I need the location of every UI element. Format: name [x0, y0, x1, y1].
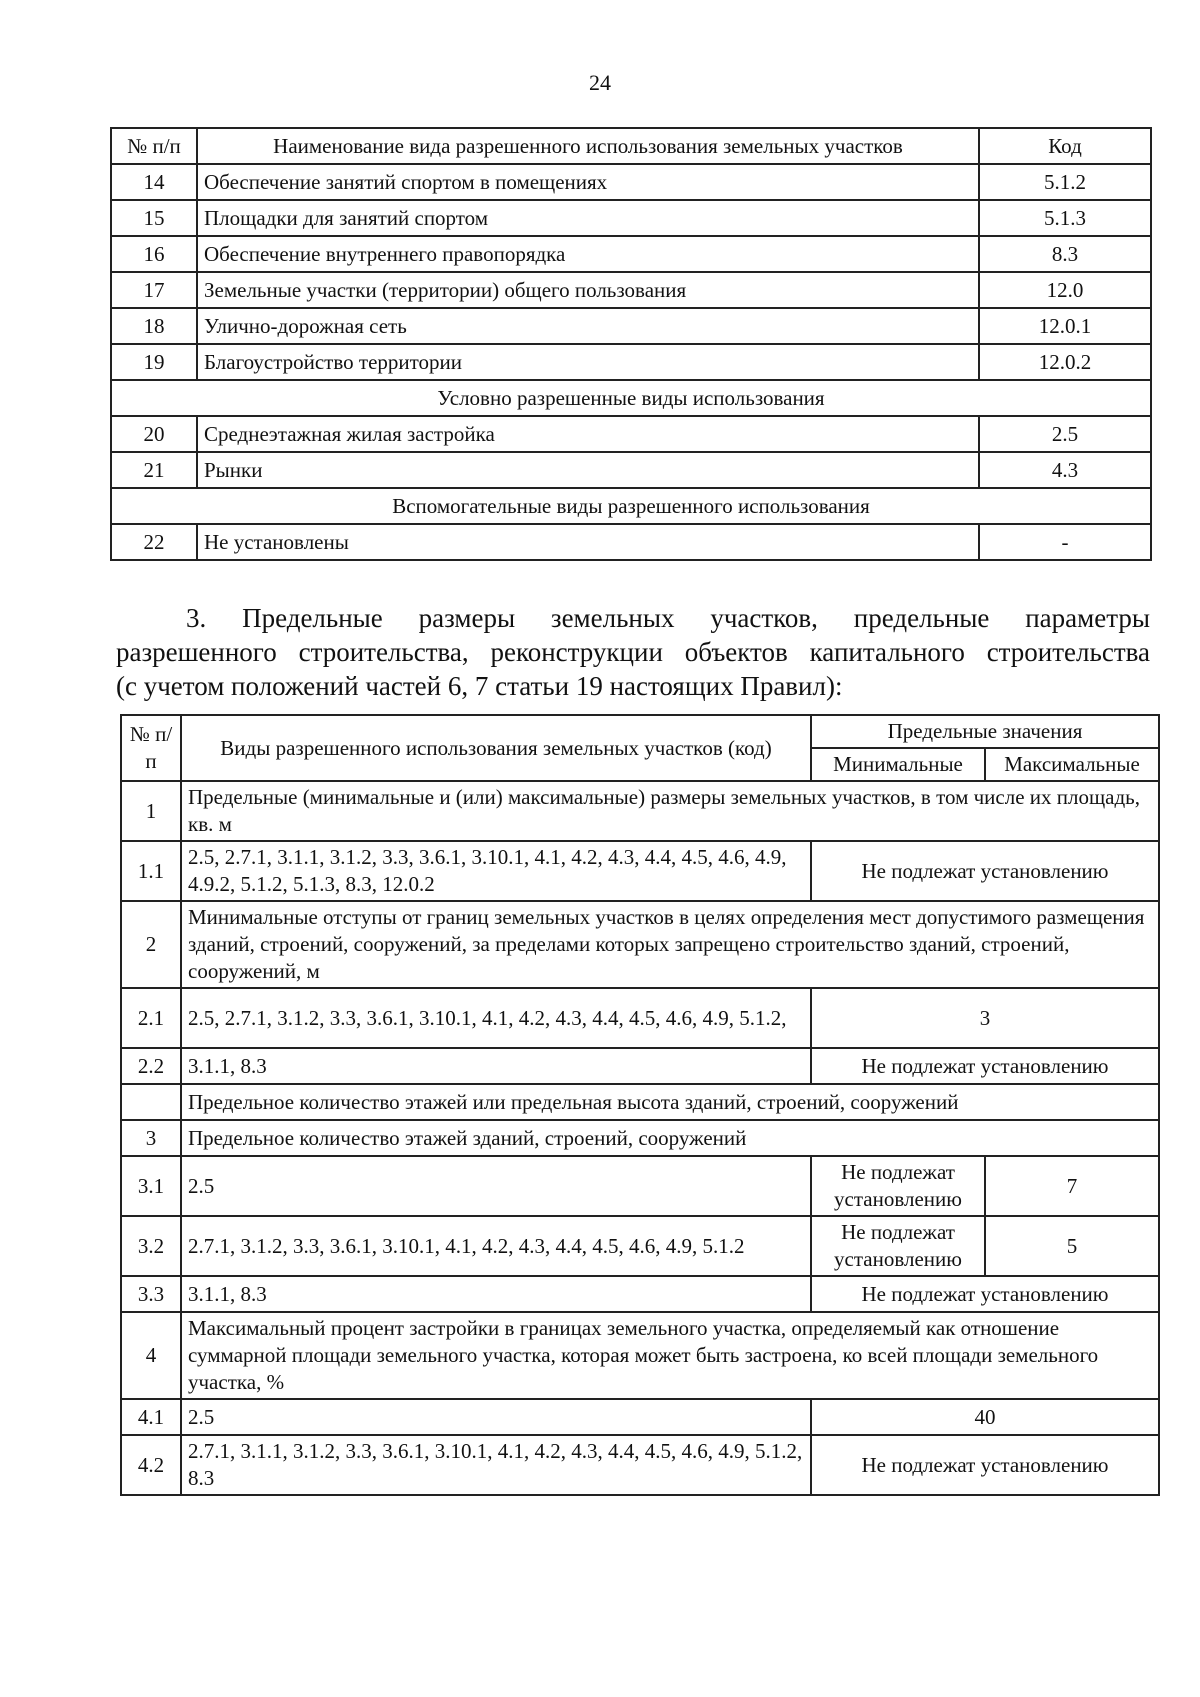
- section-auxiliary: Вспомогательные виды разрешенного использования: [111, 488, 1151, 524]
- page-number: 24: [589, 70, 611, 95]
- header-code: Код: [979, 128, 1151, 164]
- row-num: 15: [111, 200, 197, 236]
- row-name: Среднеэтажная жилая застройка: [197, 416, 979, 452]
- table-row: [111, 308, 1151, 344]
- row-code: 8.3: [979, 236, 1151, 272]
- row-name: Благоустройство территории: [197, 344, 979, 380]
- row-num: 3.1: [121, 1156, 181, 1216]
- table-row: [121, 1120, 1159, 1156]
- permitted-use-table: [110, 127, 1152, 561]
- paragraph-line: разрешенного строительства, реконструкции объектов капитального строительства: [116, 637, 1150, 667]
- row-num: 1: [121, 781, 181, 841]
- row-codes: 3.1.1, 8.3: [181, 1276, 811, 1312]
- section-row: [111, 380, 1151, 416]
- row-num: 20: [111, 416, 197, 452]
- row-text: Минимальные отступы от границ земельных участков в целях определения мест допустимого размещения зданий, строений, сооружений, за пределами которых запрещено строительство зданий, строений, сооружений, м: [181, 901, 1159, 988]
- row-num: 3: [121, 1120, 181, 1156]
- header-limits: Предельные значения: [811, 715, 1159, 748]
- row-code: 12.0: [979, 272, 1151, 308]
- row-min: Не подлежат установлению: [811, 1156, 985, 1216]
- row-name: Улично-дорожная сеть: [197, 308, 979, 344]
- row-value: Не подлежат установлению: [811, 1048, 1159, 1084]
- table-header-row: [121, 715, 1159, 748]
- row-name: Рынки: [197, 452, 979, 488]
- row-code: 5.1.3: [979, 200, 1151, 236]
- row-codes: 2.5, 2.7.1, 3.1.2, 3.3, 3.6.1, 3.10.1, 4.1, 4.2, 4.3, 4.4, 4.5, 4.6, 4.9, 5.1.2,: [181, 988, 811, 1048]
- table-row: [121, 1435, 1159, 1495]
- row-num: 18: [111, 308, 197, 344]
- table-row: [111, 236, 1151, 272]
- row-name: Площадки для занятий спортом: [197, 200, 979, 236]
- table-row: [111, 452, 1151, 488]
- header-num: № п/п: [111, 128, 197, 164]
- row-num: 1.1: [121, 841, 181, 901]
- header-name: Наименование вида разрешенного использования земельных участков: [197, 128, 979, 164]
- row-text: Предельные (минимальные и (или) максимальные) размеры земельных участков, в том числе их площадь, кв. м: [181, 781, 1159, 841]
- row-value: Не подлежат установлению: [811, 1435, 1159, 1495]
- row-name: Обеспечение занятий спортом в помещениях: [197, 164, 979, 200]
- row-code: 12.0.2: [979, 344, 1151, 380]
- table-row: [121, 1216, 1159, 1276]
- table-header-row: [111, 128, 1151, 164]
- table-row: [111, 344, 1151, 380]
- table-row: [121, 841, 1159, 901]
- section-3-paragraph: [116, 601, 1150, 703]
- row-value: Не подлежат установлению: [811, 841, 1159, 901]
- row-text: Максимальный процент застройки в границах земельного участка, определяемый как отношение суммарной площади земельного участка, которая может быть застроена, ко всей площади земельного участка, %: [181, 1312, 1159, 1399]
- row-num: 2.1: [121, 988, 181, 1048]
- row-num: 17: [111, 272, 197, 308]
- row-value: 3: [811, 988, 1159, 1048]
- row-code: 2.5: [979, 416, 1151, 452]
- row-code: 5.1.2: [979, 164, 1151, 200]
- paragraph-line: (с учетом положений частей 6, 7 статьи 19 настоящих Правил):: [116, 671, 843, 701]
- header-max: Максимальные: [985, 748, 1159, 781]
- table-row: [121, 901, 1159, 988]
- row-num: 14: [111, 164, 197, 200]
- section-row: [111, 488, 1151, 524]
- header-types: Виды разрешенного использования земельных участков (код): [181, 715, 811, 781]
- table-row: [121, 1156, 1159, 1216]
- table-row: [121, 1276, 1159, 1312]
- row-codes: 2.7.1, 3.1.2, 3.3, 3.6.1, 3.10.1, 4.1, 4.2, 4.3, 4.4, 4.5, 4.6, 4.9, 5.1.2: [181, 1216, 811, 1276]
- row-codes: 3.1.1, 8.3: [181, 1048, 811, 1084]
- row-min: Не подлежат установлению: [811, 1216, 985, 1276]
- paragraph-line: 3. Предельные размеры земельных участков, предельные параметры: [186, 603, 1150, 633]
- row-num: 4.2: [121, 1435, 181, 1495]
- row-text: Предельное количество этажей зданий, строений, сооружений: [181, 1120, 1159, 1156]
- table-row: [111, 200, 1151, 236]
- table-row: [111, 272, 1151, 308]
- row-codes: 2.5: [181, 1399, 811, 1435]
- table-row: [121, 781, 1159, 841]
- row-name: Земельные участки (территории) общего пользования: [197, 272, 979, 308]
- row-max: 5: [985, 1216, 1159, 1276]
- row-codes: 2.7.1, 3.1.1, 3.1.2, 3.3, 3.6.1, 3.10.1, 4.1, 4.2, 4.3, 4.4, 4.5, 4.6, 4.9, 5.1.2, 8.3: [181, 1435, 811, 1495]
- row-codes: 2.5, 2.7.1, 3.1.1, 3.1.2, 3.3, 3.6.1, 3.10.1, 4.1, 4.2, 4.3, 4.4, 4.5, 4.6, 4.9, 4.9.2, 5.1.2, 5.1.3, 8.3, 12.0.2: [181, 841, 811, 901]
- row-code: 4.3: [979, 452, 1151, 488]
- row-num: 3.3: [121, 1276, 181, 1312]
- row-num: 4: [121, 1312, 181, 1399]
- limits-table: [120, 714, 1160, 1496]
- row-value: Не подлежат установлению: [811, 1276, 1159, 1312]
- row-code: 12.0.1: [979, 308, 1151, 344]
- table-row: [111, 524, 1151, 560]
- row-name: Обеспечение внутреннего правопорядка: [197, 236, 979, 272]
- row-value: 40: [811, 1399, 1159, 1435]
- header-min: Минимальные: [811, 748, 985, 781]
- table-row: [121, 1312, 1159, 1399]
- row-num: 16: [111, 236, 197, 272]
- row-num: 2: [121, 901, 181, 988]
- row-name: Не установлены: [197, 524, 979, 560]
- row-codes: 2.5: [181, 1156, 811, 1216]
- table-row: [121, 1399, 1159, 1435]
- row-num: 22: [111, 524, 197, 560]
- row-num: 3.2: [121, 1216, 181, 1276]
- row-num: 2.2: [121, 1048, 181, 1084]
- table-row: [121, 988, 1159, 1048]
- section-conditional: Условно разрешенные виды использования: [111, 380, 1151, 416]
- row-max: 7: [985, 1156, 1159, 1216]
- row-num: 21: [111, 452, 197, 488]
- row-text: Предельное количество этажей или предельная высота зданий, строений, сооружений: [181, 1084, 1159, 1120]
- header-num: № п/п: [121, 715, 181, 781]
- row-num: 19: [111, 344, 197, 380]
- row-num: [121, 1084, 181, 1120]
- table-row: [111, 164, 1151, 200]
- table-row: [121, 1048, 1159, 1084]
- table-row: [121, 1084, 1159, 1120]
- table-row: [111, 416, 1151, 452]
- row-num: 4.1: [121, 1399, 181, 1435]
- row-code: -: [979, 524, 1151, 560]
